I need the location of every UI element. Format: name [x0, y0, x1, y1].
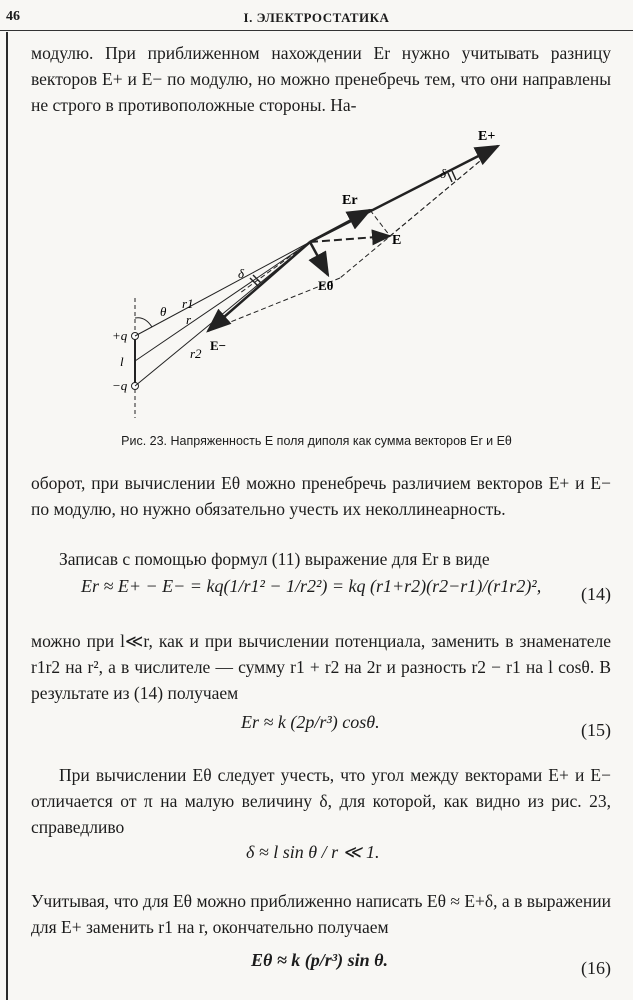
formula-15-number: (15)	[581, 720, 611, 740]
formula-14	[31, 576, 611, 616]
formula-16	[31, 950, 611, 990]
formula-delta-expression: δ ≈ l sin θ / r ≪ 1.	[246, 842, 380, 862]
construction-1	[370, 210, 390, 236]
running-head: I. ЭЛЕКТРОСТАТИКА	[243, 10, 390, 25]
label-theta: θ	[160, 304, 167, 319]
paragraph-5: При вычислении Eθ следует учесть, что угол между векторами E+ и E− отличается от π на малую величину δ, для которой, как видно из рис. 23, справедливо	[31, 765, 611, 837]
paragraph-6: Учитывая, что для Eθ можно приближенно написать Eθ ≈ E+δ, а в выражении для E+ заменить r1 на r, окончательно получаем	[31, 891, 611, 937]
label-minus-q: −q	[112, 378, 128, 393]
label-delta-left: δ	[238, 266, 245, 281]
e-plus-extension	[240, 242, 310, 293]
delta-tick-top-2	[452, 171, 456, 180]
e-theta-vector	[310, 242, 328, 275]
page-header	[0, 0, 633, 28]
formula-14-expression: Er ≈ E+ − E− = kq(1/r1² − 1/r2²) = kq (r1+r2)(r2−r1)/(r1r2)²,	[81, 576, 542, 596]
label-e-minus: E−	[210, 338, 227, 353]
figure-caption: Рис. 23. Напряженность E поля диполя как сумма векторов Er и Eθ	[121, 434, 512, 448]
label-r: r	[186, 312, 192, 327]
formula-16-expression: Eθ ≈ k (p/r³) sin θ.	[251, 950, 388, 970]
theta-arc	[135, 318, 152, 327]
label-l: l	[120, 354, 124, 369]
label-r1: r1	[182, 296, 194, 311]
formula-15	[31, 712, 611, 752]
label-e-theta: Eθ	[318, 278, 334, 293]
header-rule	[0, 30, 633, 31]
construction-2	[390, 146, 498, 236]
delta-tick-top	[448, 173, 452, 182]
dipole-field-figure	[100, 118, 620, 428]
e-minus-vector	[208, 242, 310, 331]
formula-delta	[31, 842, 611, 882]
paragraph-4: можно при l≪r, как и при вычислении потенциала, заменить в знаменателе r1r2 на r², а в числителе — сумму r1 + r2 на 2r и разность r2 − r1 на l cosθ. В результате из (14) получаем	[31, 631, 611, 703]
label-e: E	[392, 233, 402, 248]
paragraph-2: оборот, при вычислении Eθ можно пренебречь различием векторов E+ и E− по модулю, но нужно обязательно учесть их неколлинеарность.	[31, 473, 611, 519]
formula-15-expression: Er ≈ k (2p/r³) cosθ.	[241, 712, 380, 732]
label-e-r: Er	[342, 193, 358, 208]
label-plus-q: +q	[112, 328, 128, 343]
margin-rule	[6, 32, 8, 1000]
formula-16-number: (16)	[581, 958, 611, 978]
page-number: 46	[6, 9, 20, 24]
label-r2: r2	[190, 346, 202, 361]
paragraph-3: Записав с помощью формул (11) выражение для Er в виде	[59, 549, 490, 569]
paragraph-1: модулю. При приближенном нахождении Er нужно учитывать разницу векторов E+ и E− по модулю, но можно пренебречь тем, что они направлены не строго в противоположные стороны. На-	[31, 43, 611, 115]
label-e-plus: E+	[478, 129, 496, 144]
r1-line	[135, 242, 310, 336]
formula-14-number: (14)	[581, 584, 611, 604]
label-delta-top: δ	[440, 166, 447, 181]
